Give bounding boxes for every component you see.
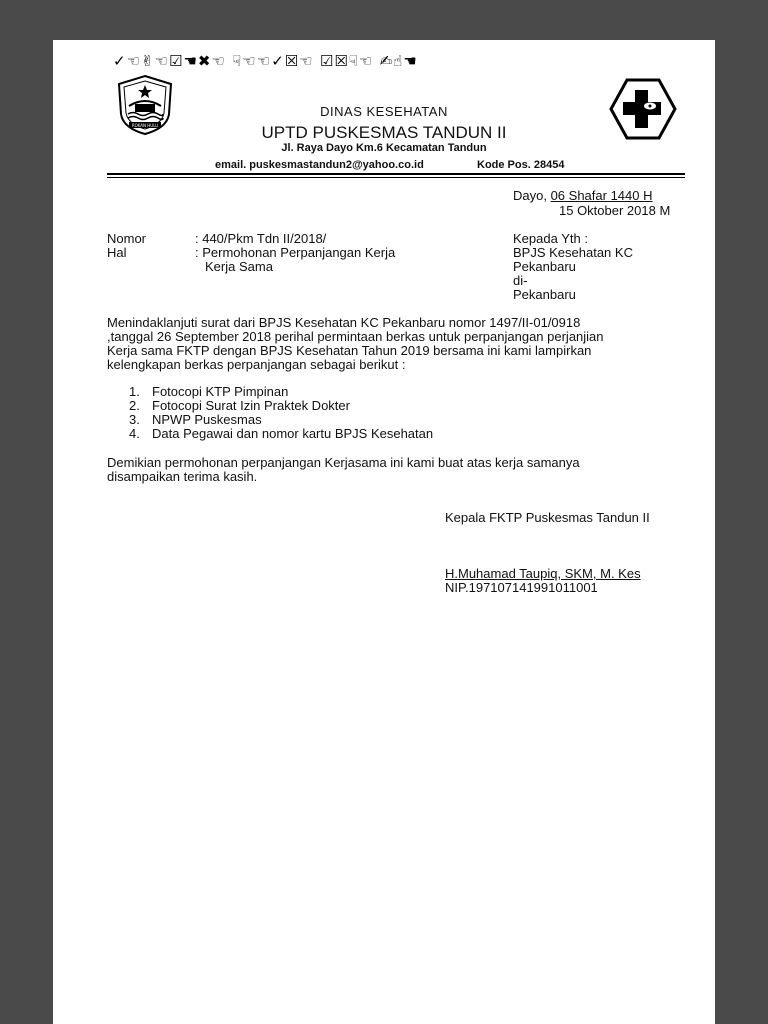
letterhead-postal-code: Kode Pos. 28454 <box>477 159 565 171</box>
recipient-line1: Kepada Yth : <box>513 231 588 246</box>
body-paragraph2-line: Demikian permohonan perpanjangan Kerjasama ini kami buat atas kerja samanya <box>107 455 580 470</box>
hal-label: Hal <box>107 245 127 260</box>
agency-name: DINAS KESEHATAN <box>320 104 448 119</box>
recipient-line3: Pekanbaru <box>513 259 576 274</box>
date-place: Dayo, <box>513 188 551 203</box>
nomor-value: : 440/Pkm Tdn II/2018/ <box>195 231 327 246</box>
letter-date-hijri <box>513 188 652 203</box>
list-item-number: 2. <box>129 398 140 413</box>
body-paragraph2-line: disampaikan terima kasih. <box>107 469 258 484</box>
letter-date-masehi: 15 Oktober 2018 M <box>559 203 671 218</box>
signature-nip: NIP.197107141991011001 <box>445 580 598 595</box>
letterhead-divider-thin <box>107 177 685 178</box>
list-item-number: 1. <box>129 384 140 399</box>
body-paragraph1-line: kelengkapan berkas perpanjangan sebagai berikut : <box>107 357 406 372</box>
body-paragraph1-line: Kerja sama FKTP dengan BPJS Kesehatan Tahun 2019 bersama ini kami lampirkan <box>107 343 592 358</box>
body-paragraph1-line: ,tanggal 26 September 2018 perihal permintaan berkas untuk perpanjangan perjanjian <box>107 329 604 344</box>
signature-title: Kepala FKTP Puskesmas Tandun II <box>445 510 650 525</box>
list-item: NPWP Puskesmas <box>152 412 262 427</box>
list-item-number: 3. <box>129 412 140 427</box>
list-item: Data Pegawai dan nomor kartu BPJS Kesehatan <box>152 426 434 441</box>
recipient-line4: di- <box>513 273 528 288</box>
emblem-text: ROKAN HULU <box>131 123 159 128</box>
hal-value-line2: Kerja Sama <box>205 259 273 274</box>
hal-value-line1: : Permohonan Perpanjangan Kerja <box>195 245 396 260</box>
letterhead-divider-thick <box>107 173 685 175</box>
letterhead-address: Jl. Raya Dayo Km.6 Kecamatan Tandun <box>281 142 487 154</box>
nomor-label: Nomor <box>107 231 147 246</box>
list-item-number: 4. <box>129 426 140 441</box>
date-hijri: 06 Shafar 1440 H <box>550 188 653 203</box>
body-paragraph1-line: Menindaklanjuti surat dari BPJS Kesehatan KC Pekanbaru nomor 1497/II-01/0918 <box>107 315 581 330</box>
recipient-line5: Pekanbaru <box>513 287 576 302</box>
letterhead-symbol-line: ✓☜✌☜☑☚✖☜ ☟☜☜✓☒☜ ☑☒☟☜ ✍☝☚ <box>113 52 418 70</box>
letter-page <box>53 40 715 1024</box>
list-item: Fotocopi KTP Pimpinan <box>152 384 289 399</box>
signature-name: H.Muhamad Taupiq, SKM, M. Kes <box>445 566 641 581</box>
letterhead-email: email. puskesmastandun2@yahoo.co.id <box>215 159 424 171</box>
list-item: Fotocopi Surat Izin Praktek Dokter <box>152 398 350 413</box>
puskesmas-name: UPTD PUSKESMAS TANDUN II <box>261 123 507 142</box>
recipient-line2: BPJS Kesehatan KC <box>513 245 633 260</box>
